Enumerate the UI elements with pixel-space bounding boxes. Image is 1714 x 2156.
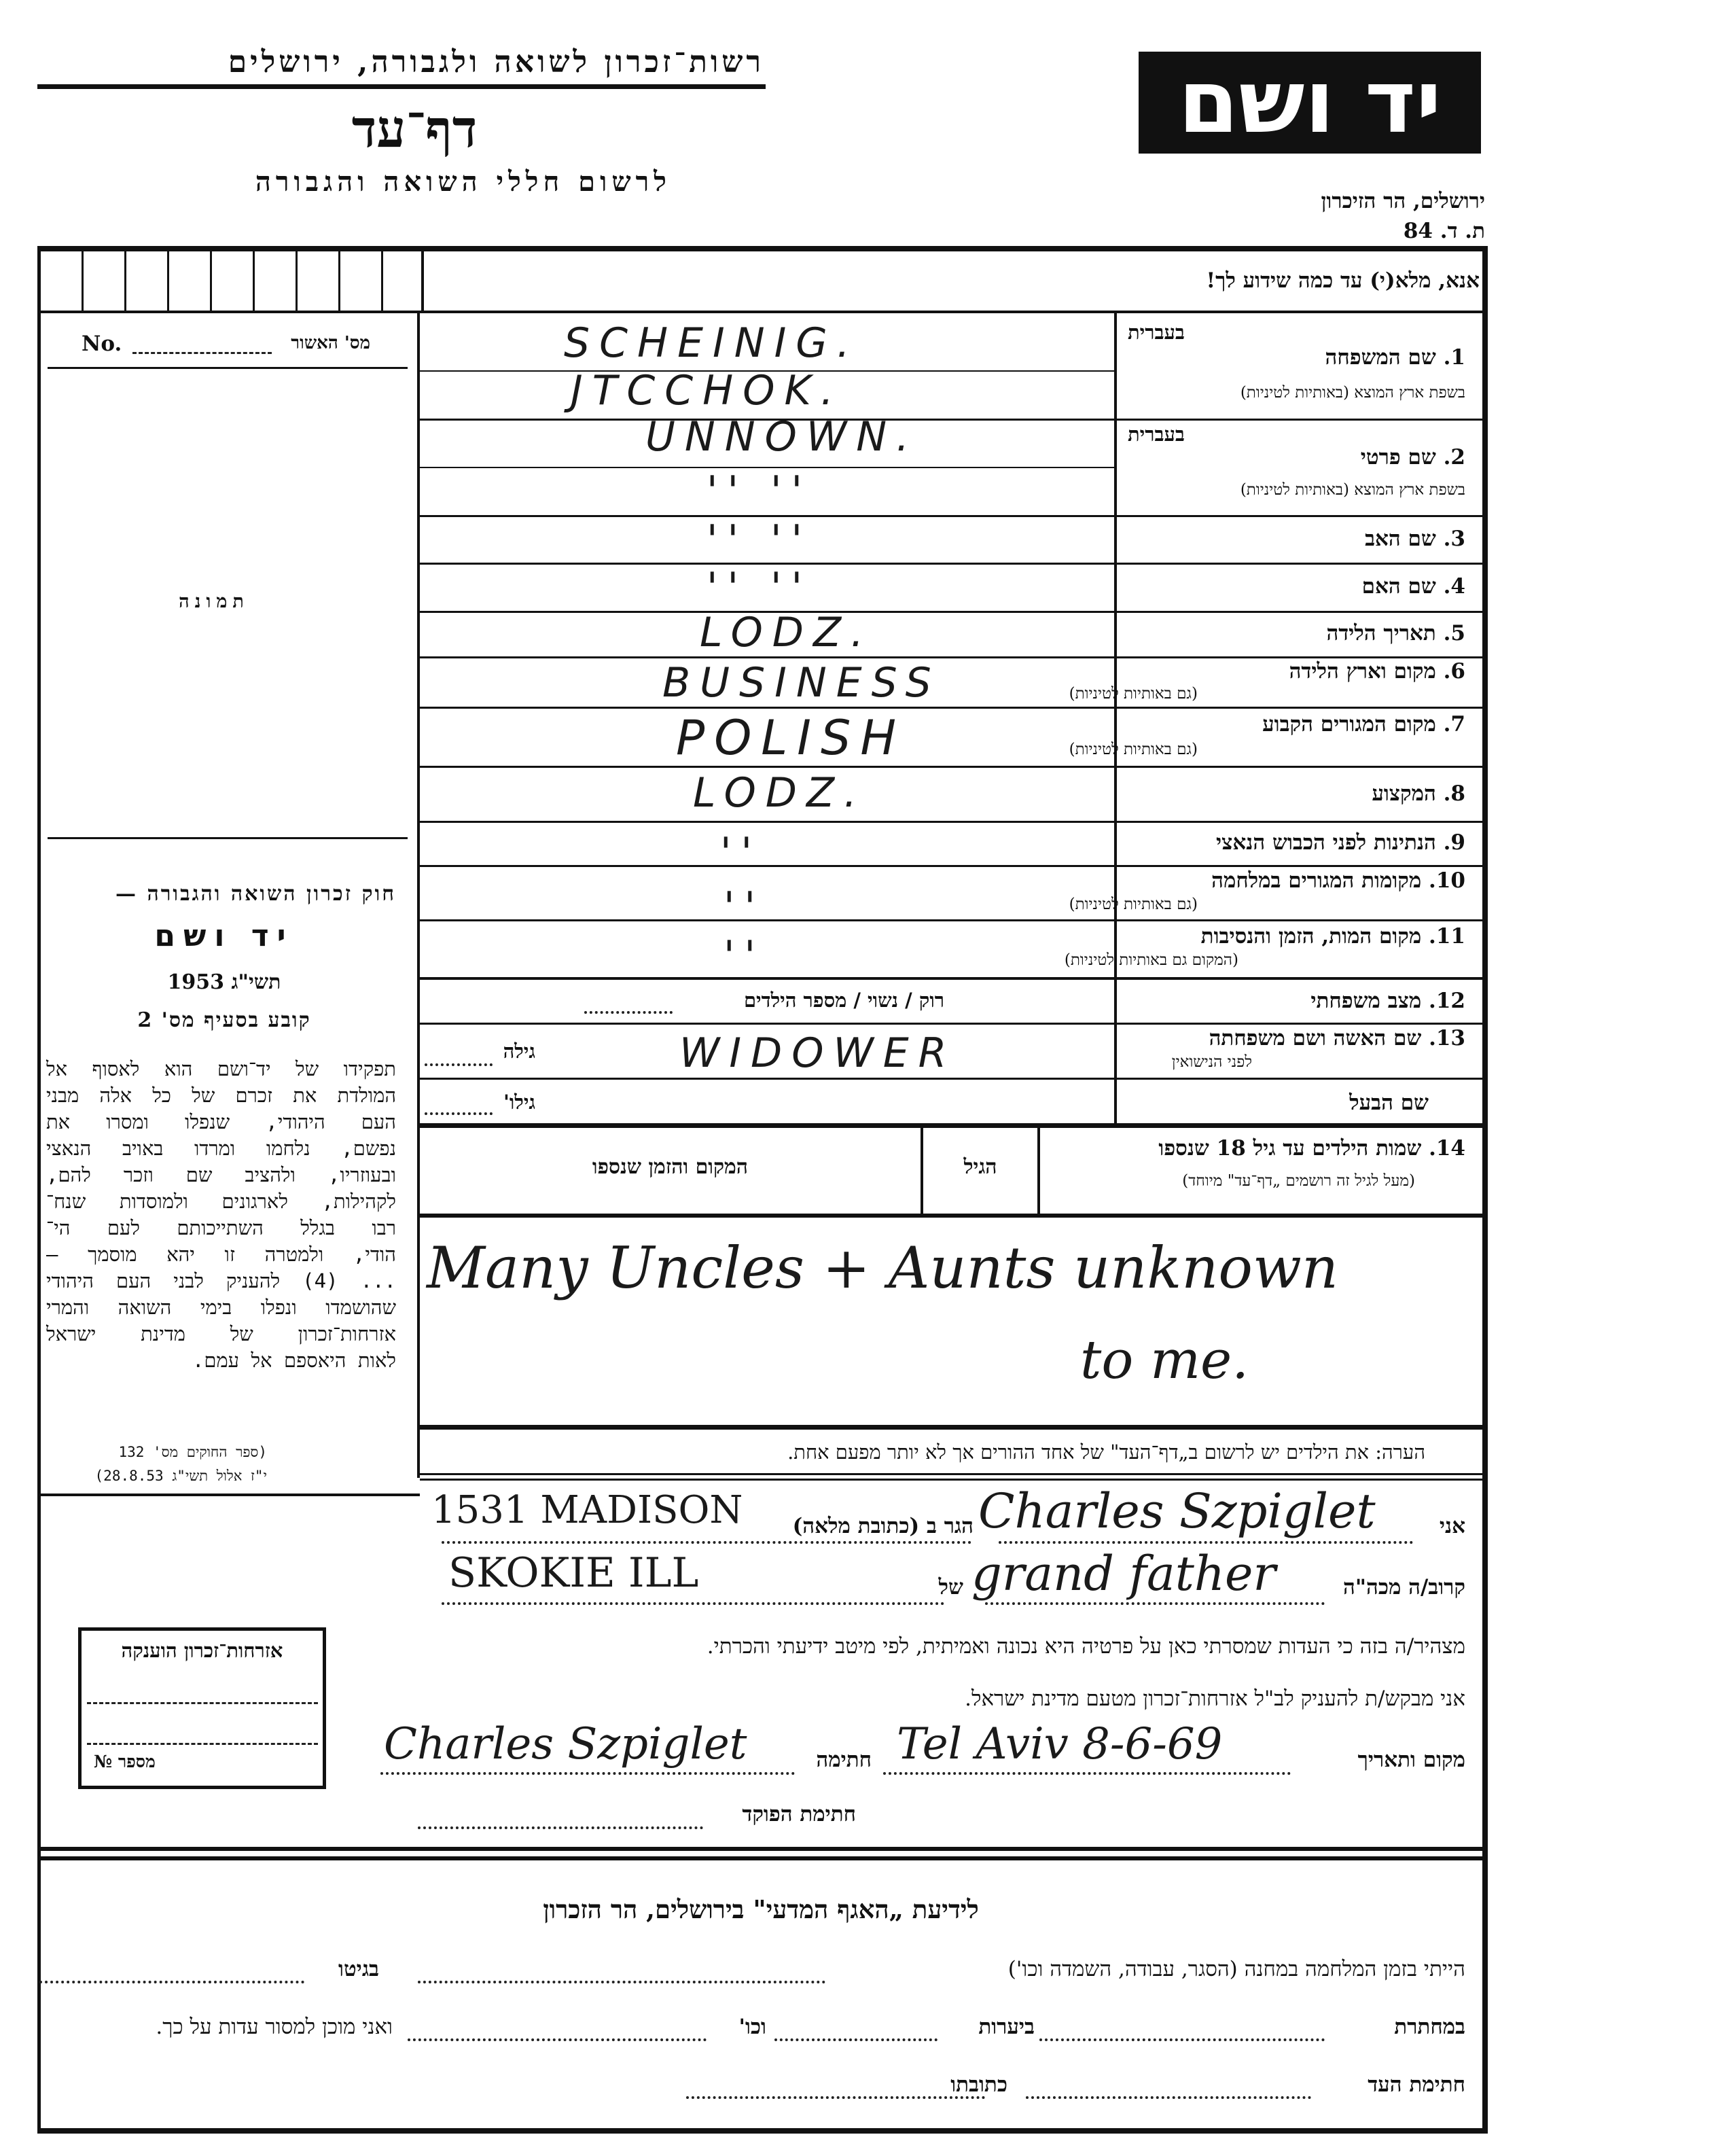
birth-date-value: LODZ. [700, 609, 874, 656]
husband-age-label: גילו' [503, 1091, 535, 1114]
husband-age-field [425, 1112, 493, 1115]
citizenship-box-title: אזרחות־זכרון הוענקה [121, 1639, 283, 1662]
office-code-boxes [41, 251, 423, 311]
address-field-continued [442, 1602, 944, 1605]
law-line: תפקידו של יד־ושם הוא לאסוף אל [46, 1057, 396, 1080]
row-line-thick [420, 1214, 1482, 1218]
code-box-divider [421, 251, 424, 313]
death-circumstances-sublabel: (המקום גם באותיות לטיניות) [1064, 951, 1238, 969]
declarant-name-value: Charles Szpiglet [978, 1483, 1376, 1539]
left-column-divider [417, 313, 420, 1478]
birth-date-label: 5. תאריך הלידה [1326, 621, 1465, 646]
marital-status-label: 12. מצב משפחתי [1310, 989, 1465, 1013]
first-name-hebrew-value: UNNOWN. [645, 413, 919, 461]
resides-at-label: הגר ב (כתובת מלאה) [792, 1514, 974, 1538]
law-citation: (ספר החוקים מס' 132 [118, 1444, 267, 1460]
place-date-label: מקום ותאריך [1357, 1748, 1465, 1772]
mother-name-value: '' '' [707, 564, 813, 612]
family-name-label: 1. שם המשפחה [1325, 345, 1465, 370]
witness-address-field [686, 2096, 985, 2099]
row-line [37, 311, 1488, 313]
children-label: 14. שמות הילדים עד גיל 18 שנספו [1158, 1136, 1465, 1161]
place-date-field [883, 1772, 1291, 1775]
nationality-value: '' [720, 829, 762, 877]
law-line: הודי, ולמטרה זו יהא מוסמך — [46, 1243, 396, 1266]
witness-signature-label: חתימת העד [1368, 2072, 1465, 2097]
law-line: ... (4) להעניק לבני העם היהודי [46, 1269, 396, 1292]
wife-age-field [425, 1063, 493, 1066]
declarant-i-label: אני [1439, 1514, 1465, 1538]
address-value: 1531 MADISON [431, 1488, 743, 1532]
mother-name-label: 4. שם האם [1361, 574, 1465, 599]
form-top-border [37, 246, 1488, 251]
header-underline [37, 84, 766, 89]
address-field [442, 1541, 971, 1544]
camp-label: הייתי בזמן המלחמה במחנה (הסגר, עבודה, השמדה וכו') [1007, 1957, 1465, 1981]
approval-number-field [132, 352, 272, 354]
row-line [48, 367, 408, 369]
law-line: שהושמדו ונפלו בימי השואה והמרי [46, 1296, 396, 1319]
etc-label: וכו' [738, 2015, 766, 2039]
children-value-continued: to me. [1080, 1330, 1249, 1391]
wife-name-label: 13. שם האשה ושם משפחתה [1209, 1026, 1465, 1050]
row-line [420, 563, 1482, 565]
row-line-thick [420, 1425, 1482, 1430]
law-title: חוק זכרון השואה והגבורה — [115, 882, 396, 906]
first-name-latin-value: '' '' [707, 467, 813, 515]
first-name-label: 2. שם פרטי [1360, 445, 1465, 470]
relation-value: grand father [971, 1546, 1276, 1602]
row-line [420, 515, 1482, 517]
death-circumstances-value: '' [724, 932, 765, 980]
wife-name-sublabel: לפני הנישואין [1171, 1053, 1252, 1071]
row-line [420, 1023, 1482, 1025]
fill-instruction: אנא, מלא(י) עד כמה שידוע לך! [1206, 268, 1480, 293]
row-line [48, 837, 408, 839]
family-name-sublabel: בשפת ארץ המוצא (באותיות לטיניות) [1240, 384, 1465, 402]
birth-place-sublabel: (גם באותיות לטיניות) [1069, 685, 1198, 703]
children-sublabel: (מעל לגיל זה רושמים „דף־עד" מיוחד) [1182, 1172, 1415, 1190]
family-name-hebrew-value: SCHEINIG. [564, 319, 859, 367]
po-box: ת. ד. 84 [1403, 219, 1485, 243]
address-line: ירושלים, הר הזיכרון [1321, 189, 1485, 213]
row-line [420, 919, 1482, 921]
logo-text: יד ושם [1178, 52, 1442, 153]
law-line: אזרחות־זכרון של מדינת ישראל [46, 1322, 396, 1345]
profession-label: 8. המקצוע [1372, 781, 1465, 806]
row-line [420, 977, 1482, 980]
row-line [420, 1479, 1482, 1481]
forests-label: ביערות [978, 2015, 1035, 2039]
forests-field [774, 2038, 938, 2041]
declarant-name-field [999, 1541, 1413, 1544]
witness-signature-field [1026, 2096, 1311, 2099]
citizenship-granted-box [78, 1627, 326, 1789]
ghetto-field [39, 1981, 304, 1983]
first-name-sublabel: בשפת ארץ המוצא (באותיות לטיניות) [1240, 481, 1465, 499]
children-age-header: הגיל [963, 1155, 997, 1179]
permanent-residence-sublabel: (גם באותיות לטיניות) [1069, 741, 1198, 758]
row-line [420, 707, 1482, 709]
place-date-value: Tel Aviv 8-6-69 [897, 1719, 1223, 1769]
willing-to-testify-label: ואני מוכן למסור עדות על כך. [156, 2015, 393, 2039]
underground-field [1039, 2038, 1325, 2041]
children-place-header: המקום והזמן שנספו [592, 1155, 749, 1179]
law-line: לאות היאספם אל עמם. [192, 1349, 396, 1372]
row-line-thick [420, 1123, 1482, 1128]
wartime-residence-value: '' [724, 883, 765, 931]
row-line [420, 766, 1482, 768]
row-line [420, 821, 1482, 823]
father-name-label: 3. שם האב [1365, 527, 1465, 551]
row-line [420, 1473, 1482, 1475]
law-line: לקהילות, לארגונים ולמוסדות שנח־ [46, 1190, 396, 1213]
marital-status-options: רוק / נשוי / מספר הילדים [743, 989, 944, 1012]
husband-name-label: שם הבעל [1349, 1091, 1429, 1115]
law-line: המולדת את זכרם של כל אלה מבני [46, 1084, 396, 1107]
photo-label: תמונה [179, 591, 249, 612]
scientific-dept-title: לידיעת „האגף המדעי" בירושלים, הר הזכרון [543, 1894, 979, 1924]
row-line [420, 656, 1482, 658]
law-line: רבו בגלל השתייכותם לעם הי־ [46, 1216, 396, 1239]
profession-value: LODZ. [693, 769, 867, 817]
of-label: של [938, 1575, 963, 1600]
nationality-label: 9. הנתינות לפני הכבוש הנאצי [1216, 830, 1465, 855]
approval-number-label: מס' האשור [291, 333, 370, 353]
signature-field [380, 1772, 795, 1775]
death-circumstances-label: 11. מקום המות, הזמן והנסיבות [1200, 924, 1465, 949]
law-line: נפשם, נלחמו ומרדו באויב הנאצי [46, 1137, 396, 1160]
witness-address-label: כתובתו [950, 2072, 1007, 2097]
label-column-divider [1114, 313, 1117, 1125]
underground-label: במחתרת [1394, 2015, 1465, 2039]
in-hebrew-label: בעברית [1128, 423, 1185, 446]
citizenship-field [87, 1702, 318, 1704]
declaration-statement: מצהיר/ה בזה כי העדות שמסרתי כאן על פרטיה היא נכונה ואמיתית, לפי מיטב ידיעתי והכרתי. [707, 1634, 1465, 1659]
permanent-residence-label: 7. מקום המגורים הקבוע [1262, 712, 1465, 737]
form-subtitle: לרשום חללי השואה והגבורה [255, 166, 671, 198]
children-count-field [584, 1011, 673, 1014]
no-label: No. [82, 332, 122, 356]
signature-label: חתימה [816, 1748, 872, 1772]
wartime-residence-label: 10. מקומות המגורים במלחמה [1211, 868, 1465, 893]
children-column-divider [1037, 1128, 1040, 1215]
permanent-residence-value: POLISH [676, 710, 906, 766]
authority-name: רשות־זכרון לשואה ולגבורה, ירושלים [228, 45, 764, 79]
signature-value: Charles Szpiglet [384, 1719, 747, 1769]
birth-place-value: BUSINESS [662, 659, 941, 707]
law-line: העם היהודי, שנפלו ומסרו את [46, 1110, 396, 1133]
law-citation-date: י"ז אלול תשי"ג 28.8.53) [94, 1468, 267, 1484]
children-value: Many Uncles + Aunts unknown [427, 1235, 1338, 1301]
row-line [420, 419, 1482, 421]
family-name-latin-value: JTCCHOK. [571, 367, 843, 414]
law-year: תשי"ג 1953 [167, 970, 281, 994]
law-name: יד ושם [154, 919, 294, 953]
relation-field [985, 1602, 1325, 1605]
row-line [420, 611, 1482, 613]
birth-place-label: 6. מקום וארץ הלידה [1289, 659, 1465, 684]
section-divider [37, 1856, 1488, 1860]
ghetto-label: בגיטו [338, 1957, 379, 1981]
address-value-continued: SKOKIE ILL [448, 1549, 699, 1597]
section-divider [37, 1847, 1488, 1851]
yad-vashem-logo [1139, 52, 1481, 154]
in-hebrew-label: בעברית [1128, 321, 1185, 344]
etc-field [408, 2038, 707, 2041]
form-bottom-border [37, 2128, 1488, 2134]
children-note: הערה: את הילדים יש לרשום ב„דף־העד" של אחד ההורים אך לא יותר מפעם אחת. [787, 1441, 1425, 1464]
wartime-residence-sublabel: (גם באותיות לטיניות) [1069, 896, 1198, 913]
relative-label: קרוב/ה מכה"ה [1343, 1575, 1465, 1600]
left-column-bottom [37, 1494, 420, 1496]
citizenship-request: אני מבקש/ת להעניק לב"ל אזרחות־זכרון מטעם מדינת ישראל. [965, 1686, 1465, 1711]
citizenship-number-label: № מספר [94, 1752, 156, 1771]
wife-age-label: גילה [503, 1040, 535, 1063]
law-clause: קובע בסעיף מס' 2 [137, 1008, 311, 1032]
law-line: ובעוזריו, ולהציב שם וזכר להם, [46, 1163, 396, 1186]
registrar-signature-label: חתימת הפוקד [742, 1802, 856, 1826]
row-line [420, 865, 1482, 867]
wife-name-value: WIDOWER [679, 1029, 957, 1077]
form-title: דף־עד [351, 99, 478, 159]
citizenship-field [87, 1743, 318, 1745]
father-name-value: '' '' [707, 516, 813, 564]
row-line [420, 1078, 1482, 1080]
registrar-signature-field [418, 1826, 703, 1829]
camp-field [418, 1981, 825, 1983]
